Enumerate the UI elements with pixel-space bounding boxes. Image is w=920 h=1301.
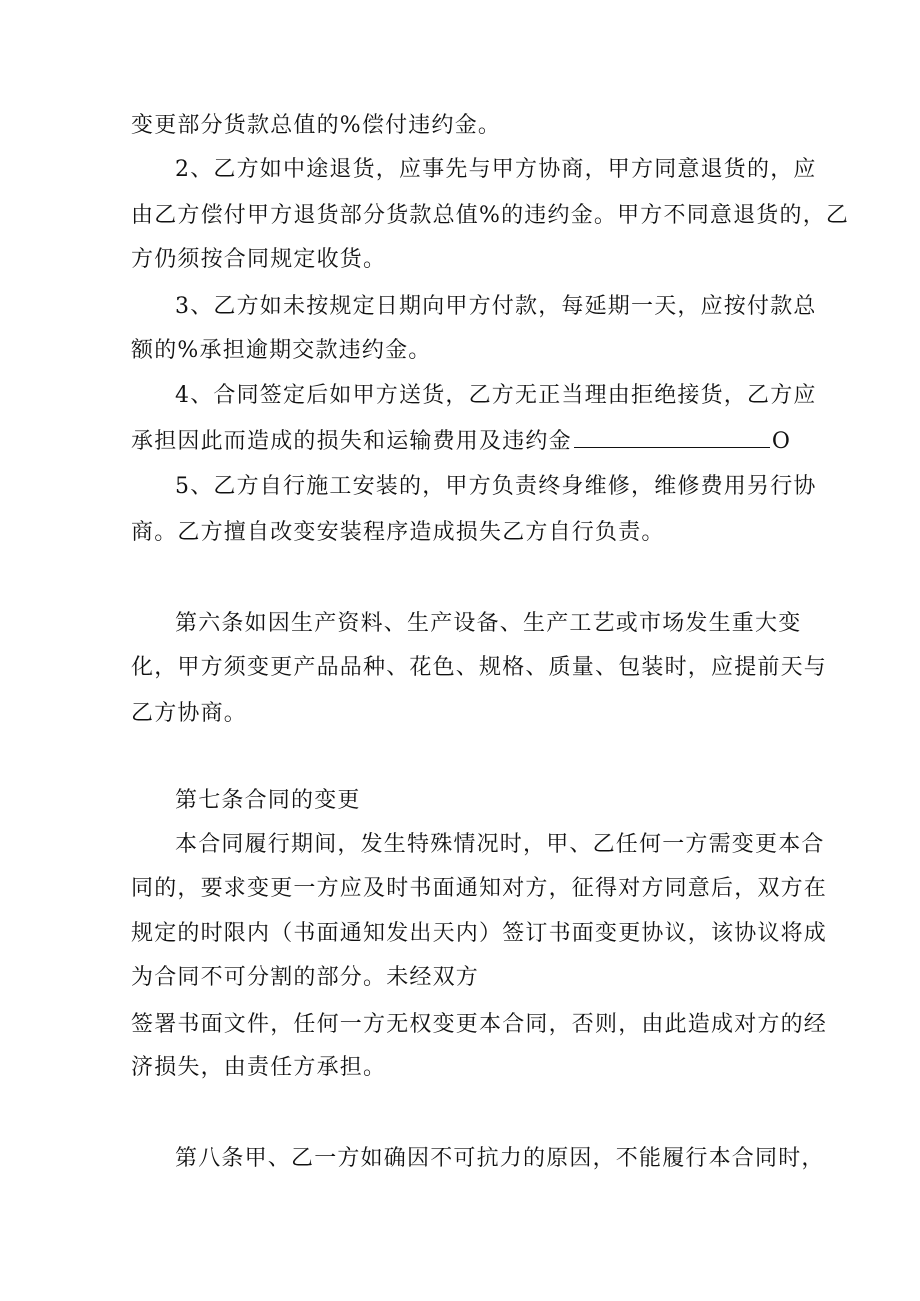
text-line: 由乙方偿付甲方退货部分货款总值%的违约金。甲方不同意退货的，乙 xyxy=(131,203,850,228)
text-line: 本合同履行期间，发生特殊情况时，甲、乙任何一方需变更本合 xyxy=(175,832,825,857)
text-line: 乙方协商。 xyxy=(131,701,248,726)
text-line: 商。乙方擅自改变安装程序造成损失乙方自行负责。 xyxy=(131,520,665,545)
text-line xyxy=(131,427,791,457)
text-line: 方仍须按合同规定收货。 xyxy=(131,247,387,272)
text-line: 变更部分货款总值的%偿付违约金。 xyxy=(131,113,502,138)
text-line: 4、合同签定后如甲方送货，乙方无正当理由拒绝接货，乙方应 xyxy=(175,383,817,408)
text-line: 额的%承担逾期交款违约金。 xyxy=(131,338,432,363)
text-line: 济损失，由责任方承担。 xyxy=(131,1055,387,1080)
text-segment: 承担因此而造成的损失和运输费用及违约金 xyxy=(131,429,572,454)
text-line: 3、乙方如未按规定日期向甲方付款，每延期一天，应按付款总 xyxy=(175,294,817,319)
section-heading: 第七条合同的变更 xyxy=(175,788,361,813)
text-line: 化，甲方须变更产品品种、花色、规格、质量、包装时，应提前天与 xyxy=(131,655,828,680)
text-line: 规定的时限内（书面通知发出天内）签订书面变更协议，该协议将成 xyxy=(131,921,828,946)
text-line: 5、乙方自行施工安装的，甲方负责终身维修，维修费用另行协 xyxy=(175,474,817,499)
text-line: 为合同不可分割的部分。未经双方 xyxy=(131,965,480,990)
text-line: 第八条甲、乙一方如确因不可抗力的原因，不能履行本合同时， xyxy=(175,1146,825,1171)
text-line: 同的，要求变更一方应及时书面通知对方，征得对方同意后，双方在 xyxy=(131,876,828,901)
text-line: 第六条如因生产资料、生产设备、生产工艺或市场发生重大变 xyxy=(175,611,802,636)
text-line: 签署书面文件，任何一方无权变更本合同，否则，由此造成对方的经 xyxy=(131,1012,828,1037)
text-segment: O xyxy=(771,429,792,454)
text-line: 2、乙方如中途退货，应事先与甲方协商，甲方同意退货的，应 xyxy=(175,157,817,182)
fill-in-blank xyxy=(574,427,770,448)
